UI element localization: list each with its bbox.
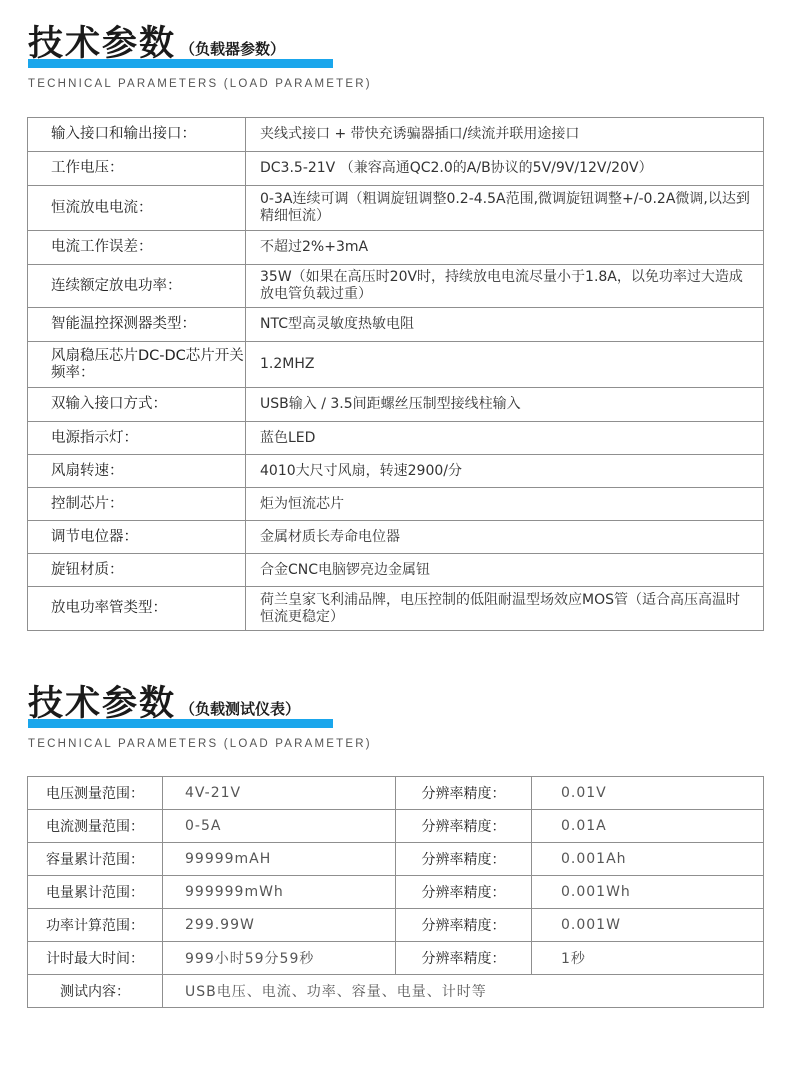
section2-english-title: TECHNICAL PARAMETERS (LOAD PARAMETER) — [28, 738, 372, 750]
param-value: 金属材质长寿命电位器 — [246, 521, 764, 554]
section1-title: 技术参数 — [28, 24, 177, 64]
param-value: USB输入 / 3.5间距螺丝压制型接线柱输入 — [246, 388, 764, 422]
section1-header — [28, 22, 372, 90]
table-row — [28, 975, 764, 1008]
resolution-value: 0.001W — [532, 909, 764, 942]
table-row — [28, 265, 764, 308]
test-content-label: 测试内容： — [28, 975, 163, 1008]
param-value: 炬为恒流芯片 — [246, 488, 764, 521]
table-row — [28, 876, 764, 909]
load-meter-parameters-table — [27, 776, 764, 1008]
param-label: 放电功率管类型： — [28, 587, 246, 631]
section2-subtitle: （负载测试仪表） — [180, 700, 301, 718]
measure-label: 电量累计范围： — [28, 876, 163, 909]
measure-label: 电压测量范围： — [28, 777, 163, 810]
param-value: 蓝色LED — [246, 422, 764, 455]
resolution-label: 分辨率精度： — [396, 909, 532, 942]
resolution-label: 分辨率精度： — [396, 942, 532, 975]
section1-title-wrap — [28, 22, 305, 72]
param-value: 35W（如果在高压时20V时，持续放电电流尽量小于1.8A，以免功率过大造成放电管负载过重） — [246, 265, 764, 308]
measure-label: 容量累计范围： — [28, 843, 163, 876]
param-label: 电源指示灯： — [28, 422, 246, 455]
param-label: 工作电压： — [28, 152, 246, 186]
measure-value: 4V-21V — [163, 777, 396, 810]
param-value: 夹线式接口 + 带快充诱骗器插口/续流并联用途接口 — [246, 118, 764, 152]
param-value: 4010大尺寸风扇，转速2900/分 — [246, 455, 764, 488]
resolution-label: 分辨率精度： — [396, 777, 532, 810]
measure-label: 功率计算范围： — [28, 909, 163, 942]
measure-value: 999小时59分59秒 — [163, 942, 396, 975]
measure-value: 99999mAH — [163, 843, 396, 876]
param-label: 输入接口和输出接口： — [28, 118, 246, 152]
table-row — [28, 118, 764, 152]
table-row — [28, 488, 764, 521]
measure-value: 0-5A — [163, 810, 396, 843]
section1-subtitle: （负载器参数） — [180, 40, 286, 58]
section2-title-wrap — [28, 682, 320, 732]
param-value: 荷兰皇家飞利浦品牌，电压控制的低阻耐温型场效应MOS管（适合高压高温时恒流更稳定） — [246, 587, 764, 631]
resolution-label: 分辨率精度： — [396, 810, 532, 843]
param-value: 合金CNC电脑锣亮边金属钮 — [246, 554, 764, 587]
param-value: DC3.5-21V （兼容高通QC2.0的A/B协议的5V/9V/12V/20V） — [246, 152, 764, 186]
resolution-label: 分辨率精度： — [396, 876, 532, 909]
param-label: 恒流放电电流： — [28, 186, 246, 231]
section2-header — [28, 682, 372, 750]
param-label: 电流工作误差： — [28, 231, 246, 265]
table-row — [28, 231, 764, 265]
table-row — [28, 342, 764, 388]
measure-label: 电流测量范围： — [28, 810, 163, 843]
measure-value: 299.99W — [163, 909, 396, 942]
table-row — [28, 942, 764, 975]
table-row — [28, 455, 764, 488]
param-label: 风扇转速： — [28, 455, 246, 488]
resolution-value: 0.001Wh — [532, 876, 764, 909]
resolution-label: 分辨率精度： — [396, 843, 532, 876]
table-row — [28, 810, 764, 843]
resolution-value: 0.001Ah — [532, 843, 764, 876]
resolution-value: 0.01A — [532, 810, 764, 843]
resolution-value: 1秒 — [532, 942, 764, 975]
table-row — [28, 186, 764, 231]
param-value: 1.2MHZ — [246, 342, 764, 388]
param-value: 0-3A连续可调（粗调旋钮调整0.2-4.5A范围,微调旋钮调整+/-0.2A微调,以达到精细恒流） — [246, 186, 764, 231]
param-label: 调节电位器： — [28, 521, 246, 554]
load-device-parameters-table — [27, 117, 764, 631]
param-label: 控制芯片： — [28, 488, 246, 521]
section2-title: 技术参数 — [28, 684, 177, 724]
param-label: 旋钮材质： — [28, 554, 246, 587]
table-row — [28, 909, 764, 942]
table-row — [28, 587, 764, 631]
measure-label: 计时最大时间： — [28, 942, 163, 975]
param-value: 不超过2%+3mA — [246, 231, 764, 265]
param-label: 风扇稳压芯片DC-DC芯片开关频率： — [28, 342, 246, 388]
resolution-value: 0.01V — [532, 777, 764, 810]
param-label: 连续额定放电功率： — [28, 265, 246, 308]
test-content-value: USB电压、电流、功率、容量、电量、计时等 — [163, 975, 764, 1008]
table-row — [28, 843, 764, 876]
table-row — [28, 388, 764, 422]
param-label: 双输入接口方式： — [28, 388, 246, 422]
measure-value: 999999mWh — [163, 876, 396, 909]
table-row — [28, 422, 764, 455]
param-value: NTC型高灵敏度热敏电阻 — [246, 308, 764, 342]
section1-english-title: TECHNICAL PARAMETERS (LOAD PARAMETER) — [28, 78, 372, 90]
param-label: 智能温控探测器类型： — [28, 308, 246, 342]
table-row — [28, 308, 764, 342]
table-row — [28, 521, 764, 554]
table-row — [28, 554, 764, 587]
table-row — [28, 152, 764, 186]
table-row — [28, 777, 764, 810]
